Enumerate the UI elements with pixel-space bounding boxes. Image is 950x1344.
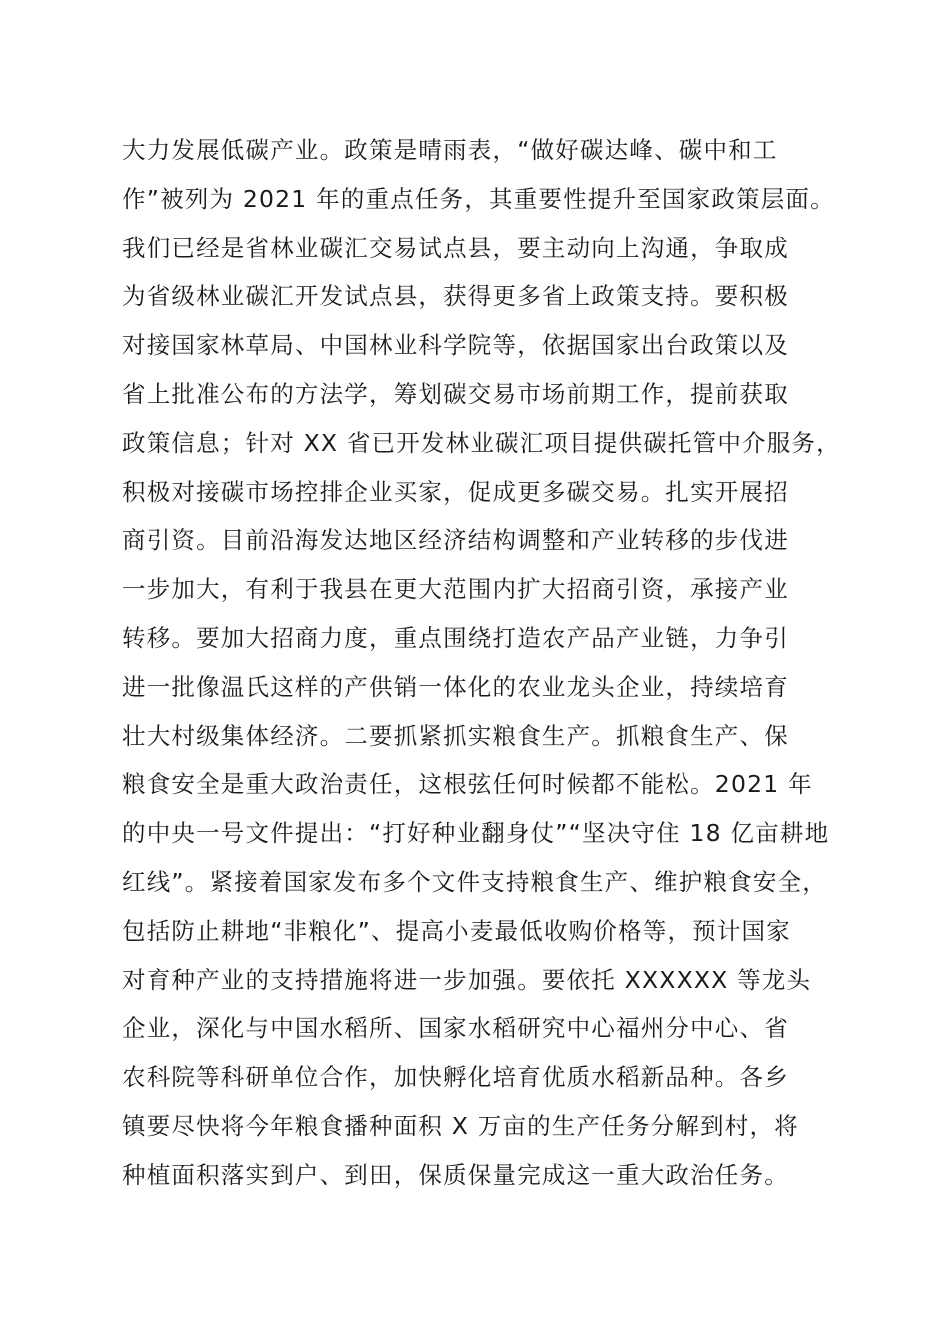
text-line: 种植面积落实到户、到田，保质保量完成这一重大政治任务。 <box>122 1160 789 1189</box>
text-line: 为省级林业碳汇开发试点县，获得更多省上政策支持。要积极 <box>122 282 789 311</box>
text-line: 省上批准公布的方法学，筹划碳交易市场前期工作，提前获取 <box>122 379 789 408</box>
text-line: 商引资。目前沿海发达地区经济结构调整和产业转移的步伐进 <box>122 526 789 555</box>
text-line: 进一批像温氏这样的产供销一体化的农业龙头企业，持续培育 <box>122 672 789 701</box>
text-line: 政策信息；针对 XX 省已开发林业碳汇项目提供碳托管中介服务， <box>122 428 841 457</box>
text-line: 对接国家林草局、中国林业科学院等，依据国家出台政策以及 <box>122 331 789 360</box>
text-line: 壮大村级集体经济。二要抓紧抓实粮食生产。抓粮食生产、保 <box>122 721 789 750</box>
text-line: 一步加大，有利于我县在更大范围内扩大招商引资，承接产业 <box>122 575 789 604</box>
text-line: 的中央一号文件提出：“打好种业翻身仗”“坚决守住 18 亿亩耕地 <box>122 819 830 848</box>
text-line: 作”被列为 2021 年的重点任务，其重要性提升至国家政策层面。 <box>122 184 835 213</box>
text-line: 对育种产业的支持措施将进一步加强。要依托 XXXXXX 等龙头 <box>122 965 812 994</box>
text-line: 转移。要加大招商力度，重点围绕打造农产品产业链，力争引 <box>122 623 789 652</box>
text-line: 红线”。紧接着国家发布多个文件支持粮食生产、维护粮食安全， <box>122 867 827 896</box>
text-line: 粮食安全是重大政治责任，这根弦任何时候都不能松。2021 年 <box>122 770 813 799</box>
text-line: 农科院等科研单位合作，加快孵化培育优质水稻新品种。各乡 <box>122 1063 789 1092</box>
text-line: 企业，深化与中国水稻所、国家水稻研究中心福州分中心、省 <box>122 1014 789 1043</box>
text-line: 积极对接碳市场控排企业买家，促成更多碳交易。扎实开展招 <box>122 477 789 506</box>
text-line: 包括防止耕地“非粮化”、提高小麦最低收购价格等，预计国家 <box>122 916 791 945</box>
text-line: 我们已经是省林业碳汇交易试点县，要主动向上沟通，争取成 <box>122 233 789 262</box>
text-line: 镇要尽快将今年粮食播种面积 X 万亩的生产任务分解到村，将 <box>122 1111 799 1140</box>
body-paragraph <box>122 126 882 1200</box>
text-line: 大力发展低碳产业。政策是晴雨表，“做好碳达峰、碳中和工 <box>122 136 778 164</box>
